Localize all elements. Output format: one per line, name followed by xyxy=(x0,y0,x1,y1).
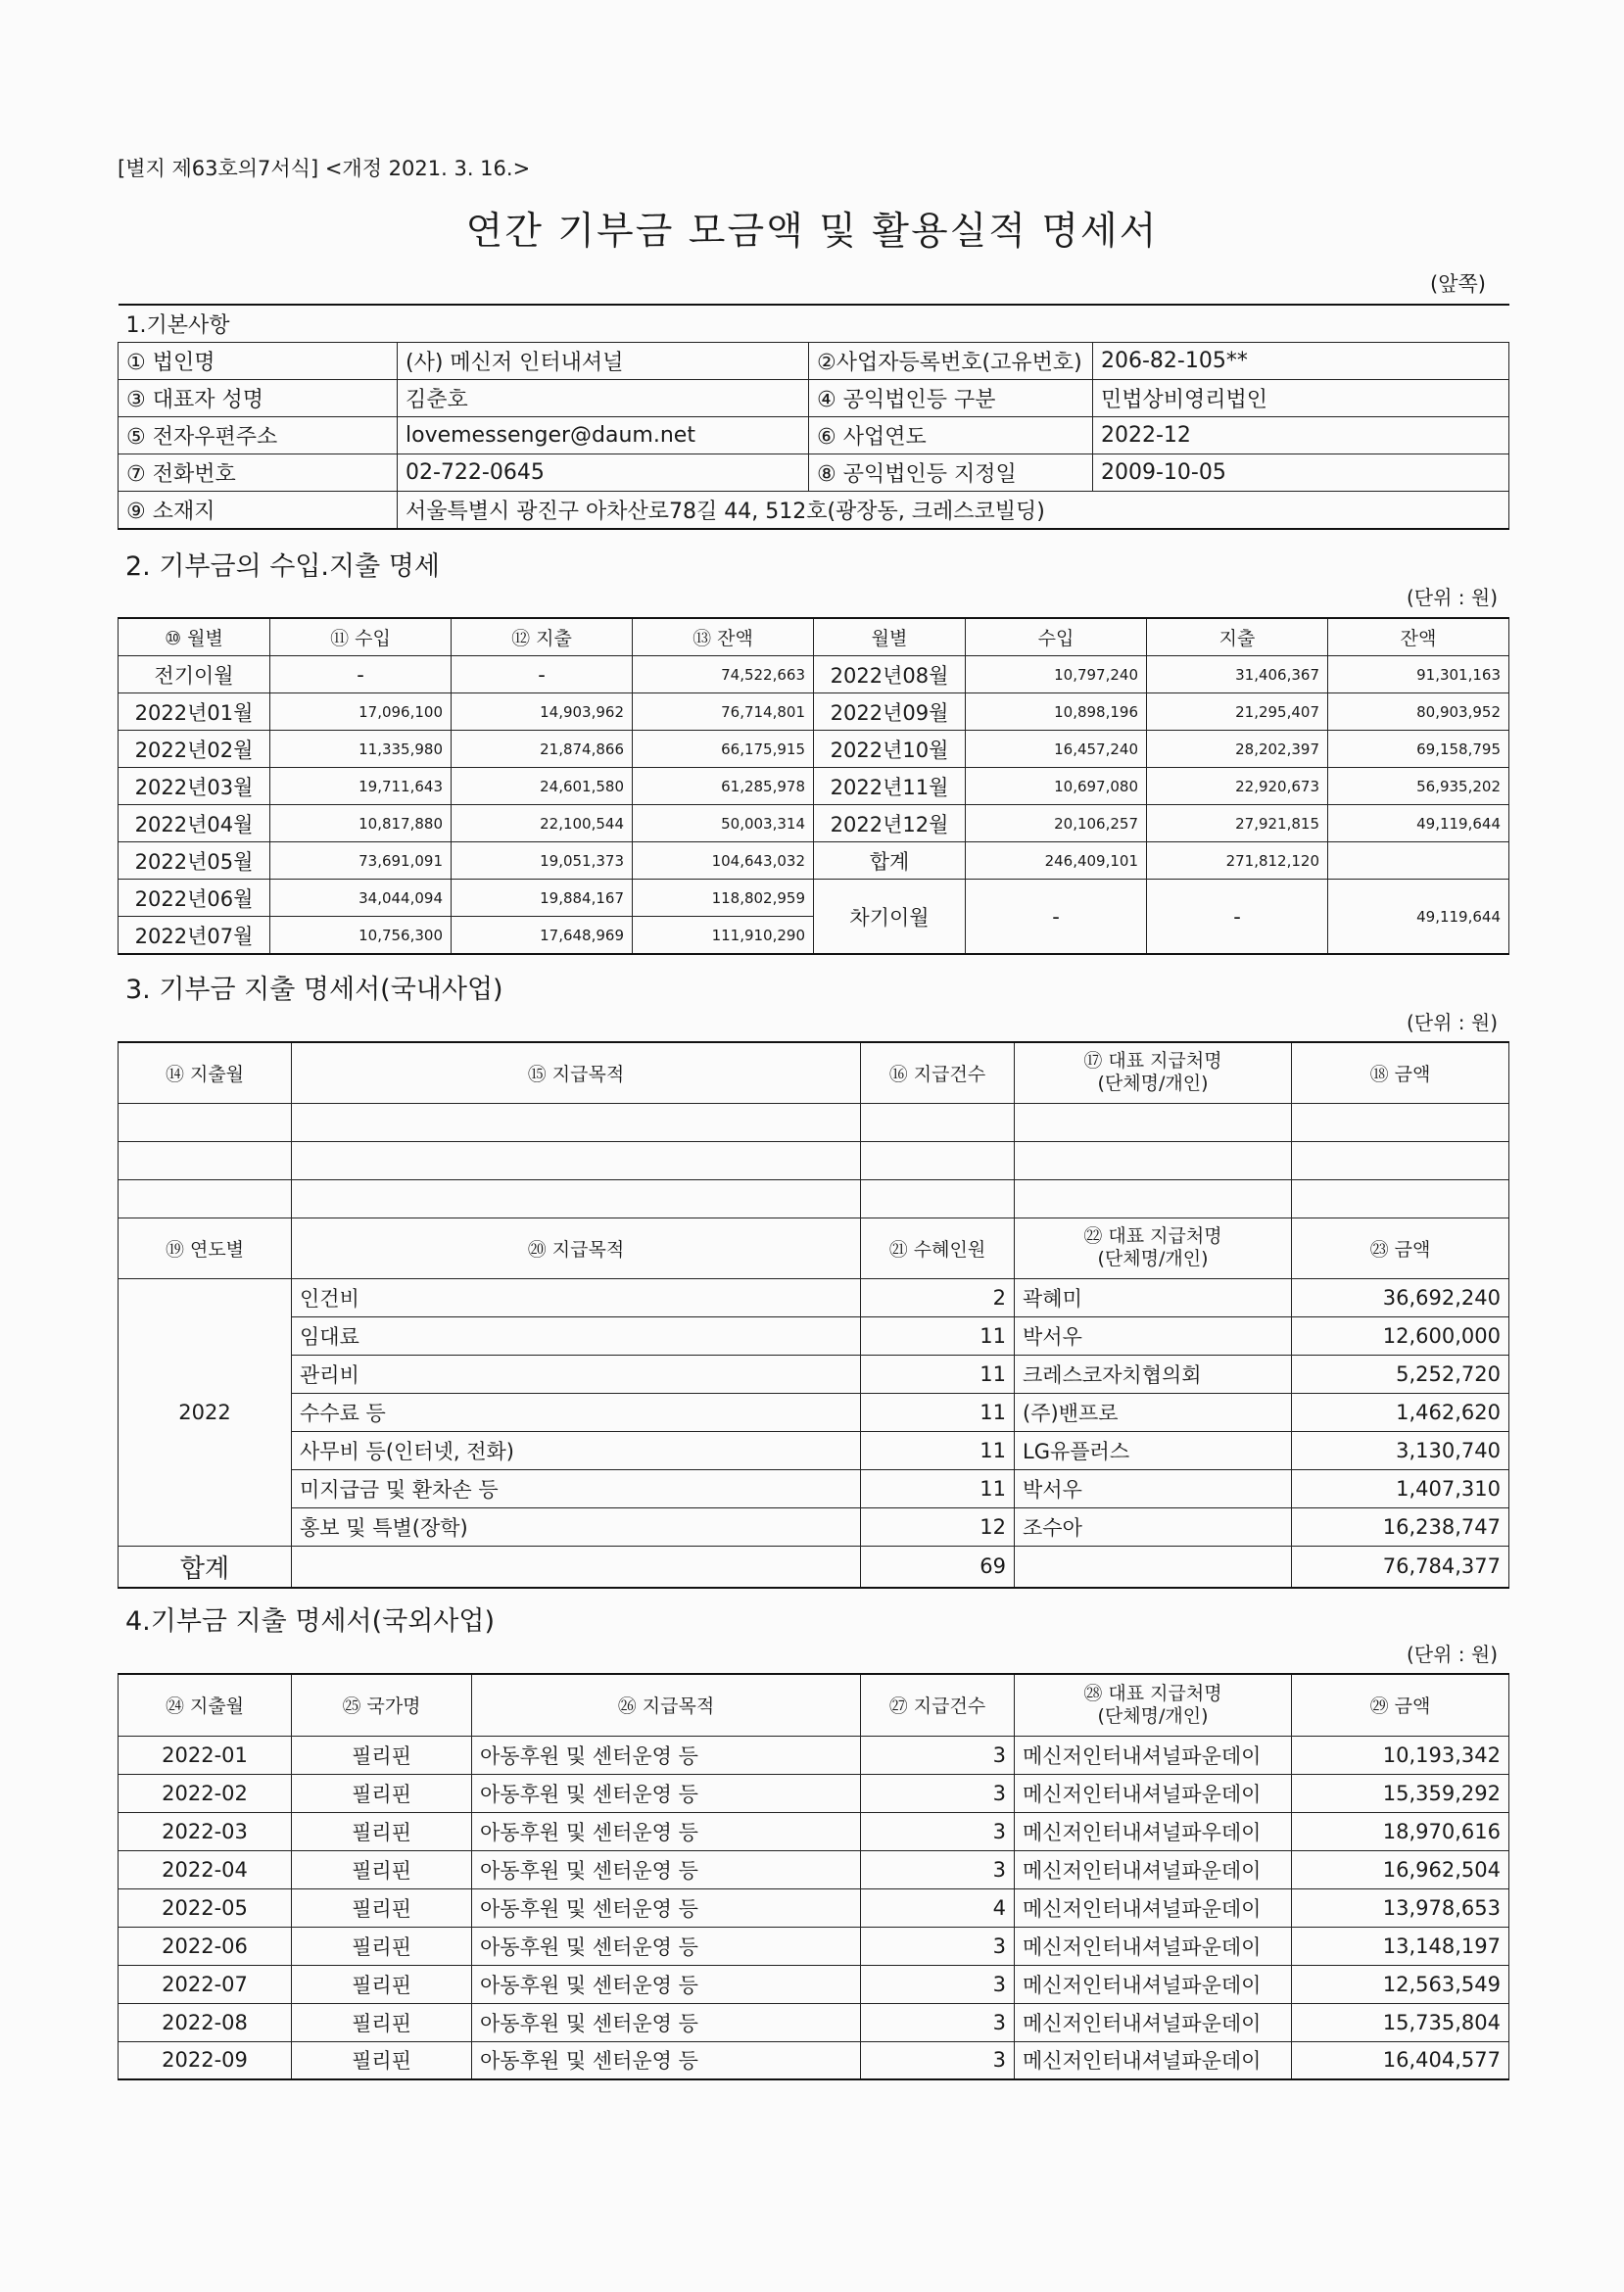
table-row: 임대료 11 박서우 12,600,000 xyxy=(119,1316,1509,1355)
table-row: 2022-04 필리핀 아동후원 및 센터운영 등 3 메신저인터내셔널파운데이 16,962,504 xyxy=(119,1850,1509,1888)
email-value: lovemessenger@daum.net xyxy=(398,417,809,454)
col-amount: ⑱ 금액 xyxy=(1292,1042,1509,1103)
corp-type-label: ④ 공익법인등 구분 xyxy=(809,380,1093,417)
total-row xyxy=(119,1546,1509,1588)
basic-info-table xyxy=(118,304,1509,530)
table-row: 2022년06월 34,044,094 19,884,167 118,802,959 차기이월 - - 49,119,644 xyxy=(119,880,1509,917)
table-row: 2022-01 필리핀 아동후원 및 센터운영 등 3 메신저인터내셔널파운데이 10,193,342 xyxy=(119,1736,1509,1774)
table-row: 2022년07월 10,756,300 17,648,969 111,910,290 xyxy=(119,917,1509,955)
email-label: ⑤ 전자우편주소 xyxy=(119,417,398,454)
section4-unit: (단위 : 원) xyxy=(1407,1643,1499,1666)
table-row: 홍보 및 특별(장학) 12 조수아 16,238,747 xyxy=(119,1507,1509,1546)
col-year: ⑲ 연도별 xyxy=(119,1218,292,1278)
year-cell: 2022 xyxy=(119,1278,292,1546)
biz-reg-value: 206-82-105** xyxy=(1093,343,1509,380)
corp-type-value: 민법상비영리법인 xyxy=(1093,380,1509,417)
table-row: 2022-07 필리핀 아동후원 및 센터운영 등 3 메신저인터내셔널파운데이 12,563,549 xyxy=(119,1965,1509,2003)
corp-name-label: ① 법인명 xyxy=(119,343,398,380)
col-income: ⑪ 수입 xyxy=(270,618,452,656)
table-row: 2022년01월 17,096,100 14,903,962 76,714,801 2022년09월 10,898,196 21,295,407 80,903,952 xyxy=(119,693,1509,731)
empty-row xyxy=(119,1103,1509,1141)
table-row: 2022-03 필리핀 아동후원 및 센터운영 등 3 메신저인터내셔널파우데이 18,970,616 xyxy=(119,1812,1509,1850)
col-expense-month: ㉔ 지출월 xyxy=(119,1674,292,1736)
col-expense-month: ⑭ 지출월 xyxy=(119,1042,292,1103)
front-page-label: (앞쪽) xyxy=(1430,272,1486,296)
table-row: 미지급금 및 환차손 등 11 박서우 1,407,310 xyxy=(119,1469,1509,1507)
table-row: 2022 인건비 2 곽혜미 36,692,240 xyxy=(119,1278,1509,1316)
biz-reg-label: ②사업자등록번호(고유번호) xyxy=(809,343,1093,380)
fiscal-year-value: 2022-12 xyxy=(1093,417,1509,454)
section2-heading: 2. 기부금의 수입.지출 명세 xyxy=(125,551,440,582)
col-month-2: 월별 xyxy=(814,618,966,656)
domestic-expense-table xyxy=(118,1041,1509,1589)
section3-heading: 3. 기부금 지출 명세서(국내사업) xyxy=(125,975,503,1005)
col-income-2: 수입 xyxy=(966,618,1147,656)
empty-row xyxy=(119,1179,1509,1218)
table-row: 수수료 등 11 (주)밴프로 1,462,620 xyxy=(119,1393,1509,1431)
col-balance-2: 잔액 xyxy=(1328,618,1509,656)
total-label: 합계 xyxy=(119,1546,292,1588)
col-month: ⑩ 월별 xyxy=(119,618,270,656)
col-payee: ㉘ 대표 지급처명 (단체명/개인) xyxy=(1015,1674,1292,1736)
designation-date-label: ⑧ 공익법인등 지정일 xyxy=(809,454,1093,492)
carry-forward-label: 차기이월 xyxy=(814,880,966,955)
table-row: 2022-08 필리핀 아동후원 및 센터운영 등 3 메신저인터내셔널파운데이 15,735,804 xyxy=(119,2003,1509,2041)
document-title: 연간 기부금 모금액 및 활용실적 명세서 xyxy=(465,210,1159,254)
phone-value: 02-722-0645 xyxy=(398,454,809,492)
overseas-expense-table xyxy=(118,1673,1509,2080)
address-value: 서울특별시 광진구 아차산로78길 44, 512호(광장동, 크레스코빌딩) xyxy=(398,492,1509,530)
col-purpose: ㉖ 지급목적 xyxy=(472,1674,861,1736)
col-amount: ㉙ 금액 xyxy=(1292,1674,1509,1736)
table-row: 2022년05월 73,691,091 19,051,373 104,643,032 합계 246,409,101 271,812,120 xyxy=(119,842,1509,880)
section4-heading: 4.기부금 지출 명세서(국외사업) xyxy=(125,1606,495,1637)
table-row: 2022-09 필리핀 아동후원 및 센터운영 등 3 메신저인터내셔널파운데이 16,404,577 xyxy=(119,2041,1509,2079)
col-balance: ⑬ 잔액 xyxy=(633,618,814,656)
corp-name-value: (사) 메신저 인터내셔널 xyxy=(398,343,809,380)
carry-forward-balance: 49,119,644 xyxy=(1328,880,1509,955)
section2-unit: (단위 : 원) xyxy=(1407,586,1499,609)
section3-unit: (단위 : 원) xyxy=(1407,1011,1499,1034)
col-count: ㉗ 지급건수 xyxy=(861,1674,1015,1736)
total-count: 69 xyxy=(861,1546,1015,1588)
col-amount-2: ㉓ 금액 xyxy=(1292,1218,1509,1278)
total-income: 246,409,101 xyxy=(966,842,1147,880)
col-purpose-2: ⑳ 지급목적 xyxy=(292,1218,861,1278)
rep-name-value: 김춘호 xyxy=(398,380,809,417)
col-beneficiaries: ㉑ 수혜인원 xyxy=(861,1218,1015,1278)
col-payee: ⑰ 대표 지급처명 (단체명/개인) xyxy=(1015,1042,1292,1103)
table-row: 2022년04월 10,817,880 22,100,544 50,003,314 2022년12월 20,106,257 27,921,815 49,119,644 xyxy=(119,805,1509,842)
monthly-income-expense-table xyxy=(118,617,1509,955)
address-label: ⑨ 소재지 xyxy=(119,492,398,530)
empty-row xyxy=(119,1141,1509,1179)
section1-heading: 1.기본사항 xyxy=(119,305,1509,343)
total-expense: 271,812,120 xyxy=(1147,842,1328,880)
fiscal-year-label: ⑥ 사업연도 xyxy=(809,417,1093,454)
table-row: 사무비 등(인터넷, 전화) 11 LG유플러스 3,130,740 xyxy=(119,1431,1509,1469)
table-row: 2022년02월 11,335,980 21,874,866 66,175,915 2022년10월 16,457,240 28,202,397 69,158,795 xyxy=(119,731,1509,768)
total-amount: 76,784,377 xyxy=(1292,1546,1509,1588)
rep-name-label: ③ 대표자 성명 xyxy=(119,380,398,417)
col-payee-2: ㉒ 대표 지급처명 (단체명/개인) xyxy=(1015,1218,1292,1278)
col-count: ⑯ 지급건수 xyxy=(861,1042,1015,1103)
form-number: [별지 제63호의7서식] <개정 2021. 3. 16.> xyxy=(118,157,531,180)
total-label: 합계 xyxy=(814,842,966,880)
col-expense-2: 지출 xyxy=(1147,618,1328,656)
col-purpose: ⑮ 지급목적 xyxy=(292,1042,861,1103)
table-row: 2022년03월 19,711,643 24,601,580 61,285,978 2022년11월 10,697,080 22,920,673 56,935,202 xyxy=(119,768,1509,805)
table-row: 2022-05 필리핀 아동후원 및 센터운영 등 4 메신저인터내셔널파운데이 13,978,653 xyxy=(119,1888,1509,1927)
designation-date-value: 2009-10-05 xyxy=(1093,454,1509,492)
col-country: ㉕ 국가명 xyxy=(292,1674,472,1736)
col-expense: ⑫ 지출 xyxy=(452,618,633,656)
table-row: 관리비 11 크레스코자치협의회 5,252,720 xyxy=(119,1355,1509,1393)
phone-label: ⑦ 전화번호 xyxy=(119,454,398,492)
table-row: 2022-02 필리핀 아동후원 및 센터운영 등 3 메신저인터내셔널파운데이 15,359,292 xyxy=(119,1774,1509,1812)
table-row: 전기이월 - - 74,522,663 2022년08월 10,797,240 31,406,367 91,301,163 xyxy=(119,656,1509,693)
table-row: 2022-06 필리핀 아동후원 및 센터운영 등 3 메신저인터내셔널파운데이 13,148,197 xyxy=(119,1927,1509,1965)
